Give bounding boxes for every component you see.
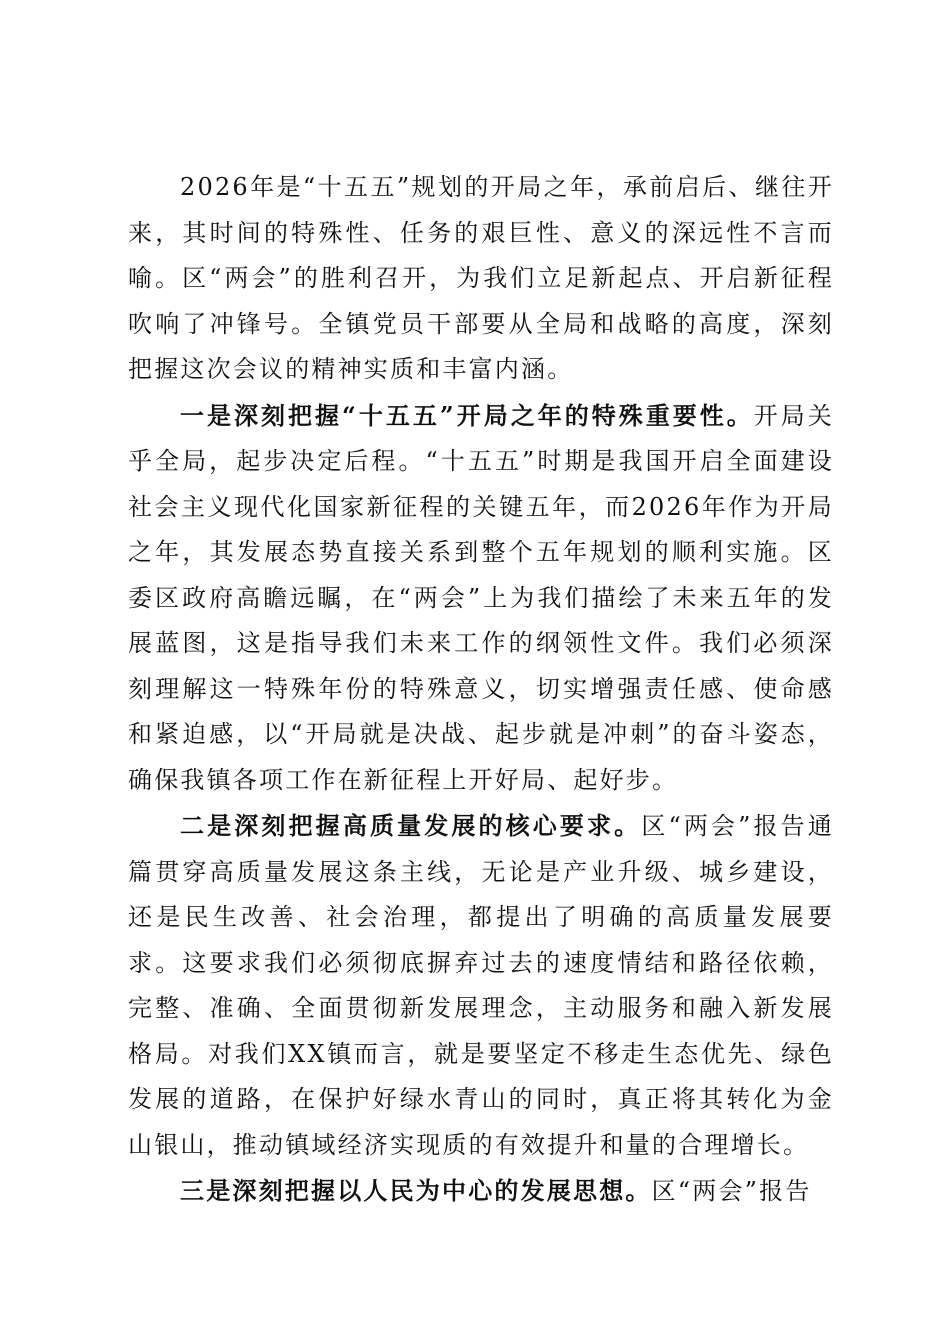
paragraph-text: 开局关乎全局，起步决定后程。“十五五”时期是我国开启全面建设社会主义现代化国家新征程的关键五年，而2026年作为开局之年，其发展态势直接关系到整个五年规划的顺利实施。区委区政府高瞻远瞩，在“两会”上为我们描绘了未来五年的发展蓝图，这是指导我们未来工作的纲领性文件。我们必须深刻理解这一特殊年份的特殊意义，切实增强责任感、使命感和紧迫感，以“开局就是决战、起步就是冲刺”的奋斗姿态，确保我镇各项工作在新征程上开好局、起好步。 — [128, 401, 834, 794]
paragraph-text: 区“两会”报告 — [651, 1177, 812, 1205]
paragraph-text: 2026年是“十五五”规划的开局之年，承前启后、继往开来，其时间的特殊性、任务的艰巨性、意义的深远性不言而喻。区“两会”的胜利召开，为我们立足新起点、开启新征程吹响了冲锋号。全镇党员干部要从全局和战略的高度，深刻把握这次会议的精神实质和丰富内涵。 — [128, 173, 834, 383]
paragraph-lead: 三是深刻把握以人民为中心的发展思想。 — [180, 1176, 652, 1205]
paragraph-intro — [128, 164, 834, 393]
paragraph-lead: 一是深刻把握“十五五”开局之年的特殊重要性。 — [180, 400, 754, 430]
paragraph-text: 区“两会”报告通篇贯穿高质量发展这条主线，无论是产业升级、城乡建设，还是民生改善、社会治理，都提出了明确的高质量发展要求。这要求我们必须彻底摒弃过去的速度情结和路径依赖，完整、准确、全面贯彻新发展理念，主动服务和融入新发展格局。对我们XX镇而言，就是要坚定不移走生态优先、绿色发展的道路，在保护好绿水青山的同时，真正将其转化为金山银山，推动镇域经济实现质的有效提升和量的合理增长。 — [128, 812, 834, 1159]
paragraph-point-two — [128, 803, 834, 1168]
paragraph-point-three — [128, 1168, 834, 1215]
document-body — [128, 164, 834, 1215]
paragraph-point-one — [128, 393, 834, 804]
paragraph-lead: 二是深刻把握高质量发展的核心要求。 — [180, 811, 642, 840]
